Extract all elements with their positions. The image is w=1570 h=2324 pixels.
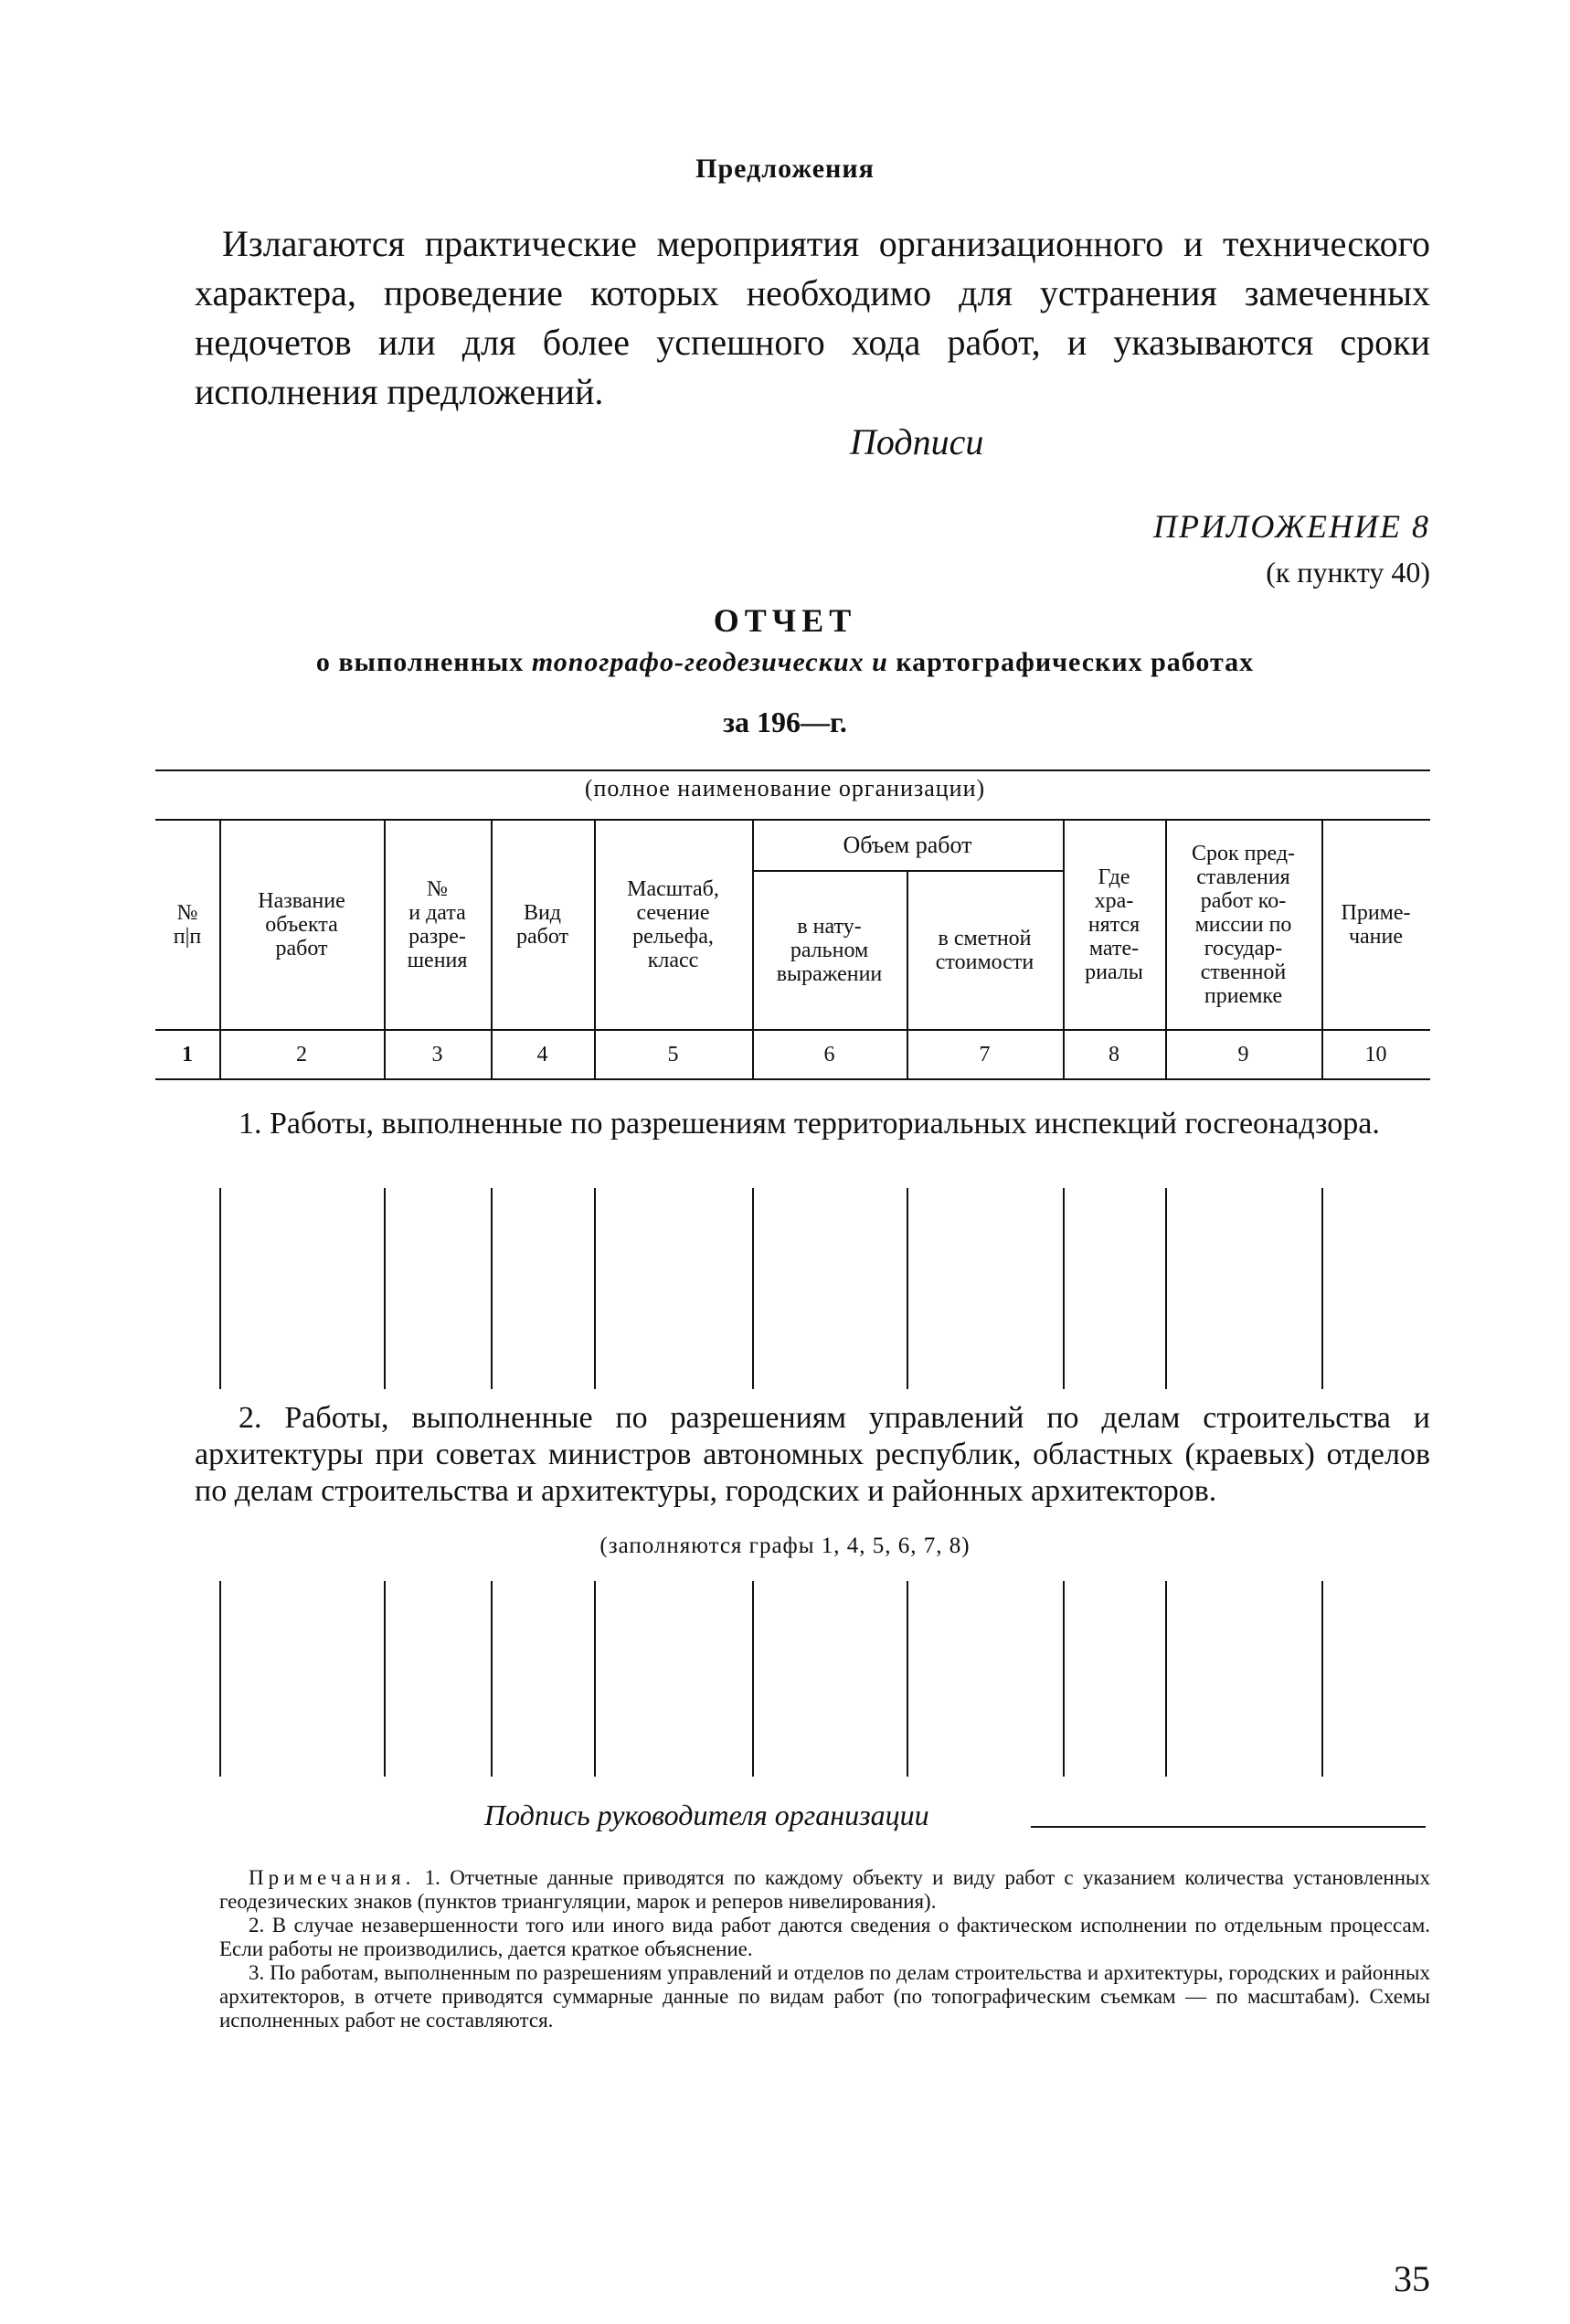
header-line: ставления	[1196, 865, 1290, 889]
header-deadline	[1165, 821, 1321, 1029]
header-line: государ-	[1204, 937, 1283, 960]
report-title: ОТЧЕТ	[713, 602, 857, 639]
header-line: чание	[1348, 925, 1404, 949]
column-number: 10	[1364, 1043, 1387, 1066]
header-scale	[594, 821, 752, 1029]
header-natural	[752, 872, 907, 1029]
column-guide	[491, 1188, 493, 1389]
header-line: хра-	[1094, 889, 1134, 913]
header-line: выражении	[776, 962, 883, 986]
proposals-title: Предложения	[695, 154, 875, 184]
header-group-volume: Объем работ	[843, 832, 972, 858]
header-line: Приме-	[1341, 901, 1411, 925]
fill-columns-note: (заполняются графы 1, 4, 5, 6, 7, 8)	[599, 1533, 971, 1558]
column-guide	[384, 1581, 386, 1777]
header-line: нятся	[1087, 913, 1140, 937]
header-line: стоимости	[935, 950, 1034, 974]
header-line: в сметной	[938, 927, 1032, 950]
column-guide	[594, 1581, 596, 1777]
header-line: Вид	[523, 901, 562, 925]
appendix-title: ПРИЛОЖЕНИЕ 8	[1153, 508, 1430, 545]
header-line: приемке	[1204, 984, 1283, 1008]
header-line: риалы	[1085, 960, 1143, 984]
column-guide	[1165, 1581, 1167, 1777]
header-line: и дата	[408, 901, 466, 925]
header-object-name	[219, 821, 384, 1029]
header-work-type	[491, 821, 594, 1029]
header-line: объекта	[265, 913, 338, 937]
section-2-paragraph	[195, 1400, 1430, 1510]
column-guide	[752, 1581, 754, 1777]
note-1	[219, 1866, 1430, 1914]
notes-label: Примечания.	[249, 1866, 416, 1889]
column-guide	[1321, 1581, 1323, 1777]
note-1-text: 1. Отчетные данные приводятся по каждому объекту и виду работ с указанием количества установленных геодезических знаков (пунктов триангуляции, марок и реперов нивелирования).	[219, 1866, 1430, 1913]
column-number: 4	[536, 1043, 548, 1066]
column-guide	[1063, 1188, 1065, 1389]
header-line: Масштаб,	[627, 877, 719, 901]
column-number: 9	[1237, 1043, 1249, 1066]
header-line: Срок пред-	[1191, 842, 1296, 865]
note-2-text: 2. В случае незавершенности того или иного вида работ даются сведения о фактическом исполнении по отдельным процессам. Если работы не производились, дается краткое объяснение.	[219, 1914, 1430, 1960]
header-line: работ	[275, 937, 328, 960]
notes-block	[219, 1866, 1430, 2032]
header-line: миссии по	[1194, 913, 1292, 937]
section-1-paragraph	[195, 1106, 1430, 1142]
header-line: ральном	[790, 939, 869, 962]
report-subtitle	[0, 647, 1570, 678]
header-line: работ	[515, 925, 569, 949]
manager-signature-line	[1031, 1826, 1426, 1828]
signatures-label: Подписи	[850, 421, 984, 462]
note-2	[219, 1914, 1430, 1961]
report-subtitle-part-c: картографических работах	[887, 647, 1255, 677]
header-line: сечение	[636, 901, 710, 925]
header-line: работ ко-	[1200, 889, 1287, 913]
header-line: класс	[647, 949, 699, 972]
column-guide	[1063, 1581, 1065, 1777]
column-guide	[384, 1188, 386, 1389]
column-guide	[594, 1188, 596, 1389]
header-line: разре-	[408, 925, 466, 949]
section-2-text: 2. Работы, выполненные по разрешениям управлений по делам строительства и архитектуры при советах министров автономных республик, областных (краевых) отделов по делам строительства и архитектуры, городских и районных архитекторов.	[195, 1401, 1430, 1508]
header-storage	[1063, 821, 1165, 1029]
header-line: №	[176, 901, 198, 925]
column-guide	[907, 1188, 908, 1389]
header-line: п|п	[173, 925, 202, 949]
column-number: 2	[296, 1043, 307, 1066]
column-guide	[1165, 1188, 1167, 1389]
note-3	[219, 1961, 1430, 2032]
note-3-text: 3. По работам, выполненным по разрешениям управлений и отделов по делам строительства и архитектуры, городских и районных архитекторов, в отчете приводятся суммарные данные по видам работ (по топографическим съемкам — по масштабам). Схемы исполненных работ не составляются.	[219, 1961, 1430, 2032]
header-line: в нату-	[797, 915, 862, 939]
column-guide	[491, 1581, 493, 1777]
column-guide	[752, 1188, 754, 1389]
manager-signature-label: Подпись руководителя организации	[484, 1799, 929, 1831]
report-year: за 196—г.	[723, 706, 847, 738]
column-guide	[219, 1188, 221, 1389]
header-line: Название	[258, 889, 345, 913]
report-subtitle-part-a: о выполненных	[315, 647, 532, 677]
column-guide	[907, 1581, 908, 1777]
header-line: Где	[1098, 865, 1130, 889]
column-number: 5	[667, 1043, 679, 1066]
column-number: 1	[182, 1043, 193, 1066]
page-number: 35	[1394, 2258, 1430, 2299]
column-guide	[1321, 1188, 1323, 1389]
table-number-row-bottom	[155, 1078, 1430, 1080]
header-cost	[907, 872, 1063, 1029]
header-line: рельефа,	[632, 925, 714, 949]
column-number: 3	[431, 1043, 443, 1066]
header-line: ственной	[1200, 960, 1287, 984]
column-guide	[219, 1581, 221, 1777]
proposals-text: Излагаются практические мероприятия организационного и технического характера, проведение которых необходимо для устранения замеченных недочетов или для более успешного хода работ, и указываются сроки исполнения предложений.	[195, 223, 1430, 412]
header-note	[1321, 821, 1430, 1029]
header-permit	[384, 821, 491, 1029]
header-line: шения	[407, 949, 468, 972]
org-name-caption: (полное наименование организации)	[584, 775, 986, 801]
report-subtitle-part-b: топографо-геодезических и	[531, 647, 888, 677]
header-line: мате-	[1088, 937, 1140, 960]
proposals-paragraph	[195, 219, 1430, 417]
header-line: №	[427, 877, 448, 901]
column-number: 7	[979, 1043, 991, 1066]
header-row-number	[155, 821, 219, 1029]
column-number: 8	[1109, 1043, 1119, 1066]
org-name-line	[155, 769, 1430, 771]
section-1-text: 1. Работы, выполненные по разрешениям территориальных инспекций госгеонадзора.	[239, 1107, 1380, 1141]
appendix-reference: (к пункту 40)	[1266, 556, 1430, 589]
column-number: 6	[823, 1043, 835, 1066]
